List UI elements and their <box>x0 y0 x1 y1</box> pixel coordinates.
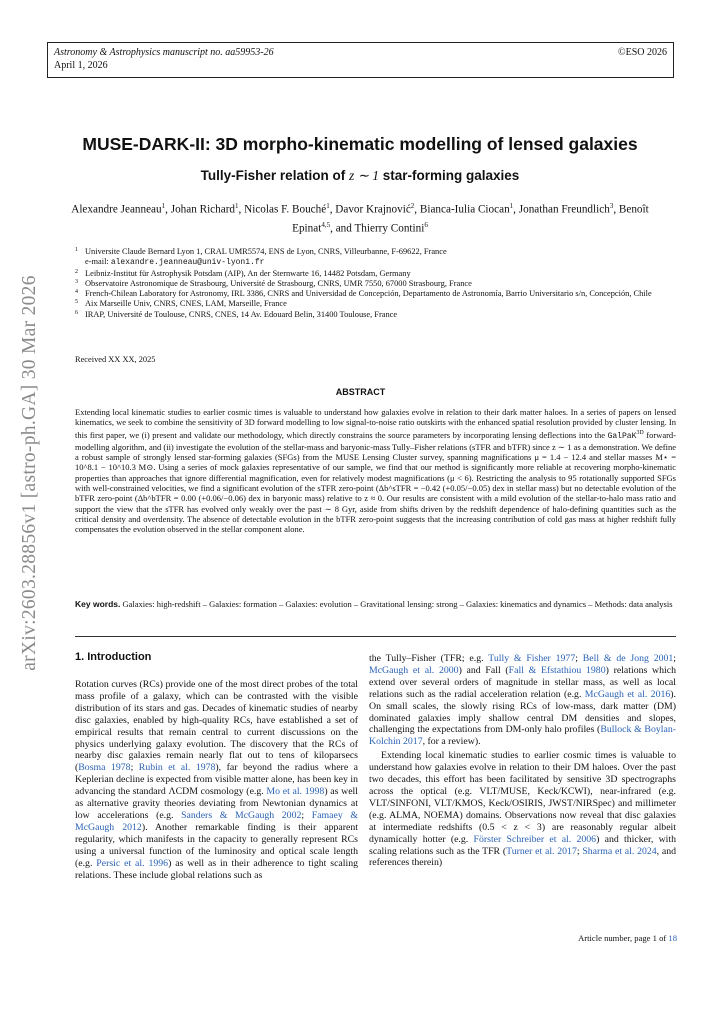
subtitle-text-b: star-forming galaxies <box>379 168 520 183</box>
intro-paragraph-1-cont: the Tully–Fisher (TFR; e.g. Tully & Fisher 1977; Bell & de Jong 2001; McGaugh et al. 2000) and Fall (Fall & Efstathiou 1980) relations which extend over several orders of magnitude in stellar mass, as well as local relations such as the radial acceleration relation (e.g. McGaugh et al. 2016). On small scales, the slowly rising RCs of low-mass, dark matter (DM) dominated galaxies imply shallow central DM densities and slopes, challenging the expectations from DM-only halo profiles (Bullock & Boylan-Kolchin 2017, for a review). <box>369 653 677 748</box>
keywords-list: Galaxies: high-redshift – Galaxies: formation – Galaxies: evolution – Gravitational lensing: strong – Galaxies: kinematics and dynamics – Methods: data analysis <box>122 599 673 609</box>
citation-link[interactable]: Rubin et al. 1978 <box>138 762 216 774</box>
citation-link[interactable]: Förster Schreiber et al. 2006 <box>473 833 597 845</box>
citation-link[interactable]: Famaey & McGaugh 2012 <box>75 809 358 833</box>
abstract-heading: ABSTRACT <box>335 387 386 397</box>
citation-link[interactable]: Tully & Fisher 1977 <box>488 653 576 664</box>
citation-link[interactable]: Bell & de Jong 2001 <box>582 653 674 664</box>
subtitle-text-a: Tully-Fisher relation of <box>200 168 349 183</box>
author-affiliation-mark: 2 <box>410 202 415 210</box>
abstract-text: Extending local kinematic studies to earlier cosmic times is valuable to understand how galaxies evolve in relation to their dark matter haloes. In a series of papers on lensed kinematics, we seek to combine the sensitivity of 3D forward modelling to low signal-to-noise ratio outskirts with the enhanced spatial resolution provided by cluster lensing. In this first paper, we (i) present and validate our methodology, which directly constrains the source parameters by incorporating lensing deflections into the GalPaK$^{3D}$ forward-modelling algorithm, and (ii) investigate the evolution of the stellar-mass and baryonic-mass Tully–Fisher relations (sTFR and bTFR) since z ∼ 1 as a demonstration. We define a robust sample of strongly lensed star-forming galaxies (SFGs) from the MUSE Lensing Cluster survey, spanning magnifications μ = 1.4 − 12.4 and stellar masses M⋆ = 10^8.1 − 10^10.3 M⊙. Using a series of mock galaxies representative of our sample, we find that our method is significantly more reliable at recovering morpho-kinematic properties than approaches that ignore differential magnification, even for relatively modest magnifications (μ < 6). Restricting the analysis to 95 rotationally supported SFGs with well-constrained velocities, we find a significant evolution of the sTFR zero-point (Δb^sTFR = −0.42 (+0.05/−0.05) dex in stellar mass) but no detectable evolution of the bTFR zero-point (Δb^bTFR = 0.00 (+0.06/−0.06) dex in baryonic mass) relative to z ≈ 0. Our results are consistent with a mild evolution of the stellar-to-halo mass ratio and support the view that the sTFR has evolved only weakly over the past ∼ 8 Gyr, aside from shifts driven by the redshift dependence of halo-defining quantities such as the critical density and overdensity. The absence of detectable evolution in the bTFR zero-point suggests that the increasing contribution of cold gas mass at higher redshift fully compensates the evolution observed in the stellar component alone. <box>75 407 677 535</box>
citation-link[interactable]: Sharma et al. 2024 <box>582 845 657 857</box>
author-affiliation-mark: 3 <box>609 202 614 210</box>
author-affiliation-mark: 1 <box>161 202 166 210</box>
author-name: Nicolas F. Bouché <box>244 203 327 216</box>
arxiv-id: arXiv:2603.28856v1 [astro-ph.GA] 30 Mar 2026 <box>19 274 40 671</box>
intro-right-column <box>369 653 676 869</box>
subtitle-math: z ∼ 1 <box>348 168 380 183</box>
author-name: Davor Krajnović <box>335 203 411 216</box>
paper-subtitle <box>40 167 680 185</box>
intro-left-column <box>75 679 358 881</box>
citation-link[interactable]: Persic et al. 1996 <box>96 857 169 869</box>
section-heading: 1. Introduction <box>75 651 152 663</box>
citation-link[interactable]: McGaugh et al. 2016 <box>584 688 671 700</box>
citation-link[interactable]: Turner et al. 2017 <box>506 845 577 857</box>
author-affiliation-mark: 1 <box>509 202 514 210</box>
author-name: Thierry Contini <box>354 222 425 235</box>
author-name: Johan Richard <box>170 203 236 216</box>
affiliation-1: 1 Universite Claude Bernard Lyon 1, CRAL UMR5574, ENS de Lyon, CNRS, Villeurbanne, F-69622, France e-mail: alexandre.jeanneau@univ-lyon1.fr <box>75 247 447 268</box>
citation-link[interactable]: Bosma 1978 <box>78 762 131 774</box>
affiliation-list <box>75 247 675 320</box>
affiliation-2: 2 Leibniz-Institut für Astrophysik Potsdam (AIP), An der Sternwarte 16, 14482 Potsdam, Germany <box>75 268 411 278</box>
citation-link[interactable]: Mo et al. 1998 <box>266 786 325 798</box>
author-list: Alexandre Jeanneau$^1$, Johan Richard$^1$, Nicolas F. Bouché$^1$, Davor Krajnović$^2$, Bianca-Iulia Ciocan$^1$, Jonathan Freundlich$^3$, Benoît Epinat$^{4,5}$, and Thierry Contini$^6$ <box>71 202 649 235</box>
author-name: Jonathan Freundlich <box>518 203 610 216</box>
manuscript-date: April 1, 2026 <box>54 60 108 71</box>
divider <box>75 636 676 637</box>
author-name: Benoît Epinat <box>292 203 649 235</box>
author-name: Alexandre Jeanneau <box>71 203 162 216</box>
citation-link[interactable]: McGaugh et al. 2000 <box>369 664 459 676</box>
manuscript-header <box>47 42 674 78</box>
intro-paragraph-2: Extending local kinematic studies to earlier cosmic times is valuable to understand how galaxies evolve in relation to their DM haloes. Over the past two decades, this effort has been facilitated by sensitive 3D spectrographs across the optical (e.g. VLT/MUSE, Keck/KCWI), near-infrared (e.g. VLT/SINFONI, VLT/KMOS, Keck/OSIRIS, JWST/NIRSpec) and millimeter (e.g. ALMA, NOEMA) domains. Observations now reveal that disc galaxies at intermediate redshifts (0.5 < z < 3) are reasonably regular albeit dynamically hotter (e.g. Förster Schreiber et al. 2006) and thicker, with scaling relations such as the TFR (Turner et al. 2017; Sharma et al. 2024, and references therein) <box>369 750 677 869</box>
citation-link[interactable]: Sanders & McGaugh 2002 <box>181 809 302 821</box>
galpak-name: GalPaK <box>607 431 637 441</box>
keywords-label: Key words. <box>75 599 121 609</box>
author-affiliation-mark: 6 <box>424 220 428 229</box>
affiliation-6: 6 IRAP, Université de Toulouse, CNRS, CNES, 14 Av. Edouard Belin, 31400 Toulouse, France <box>75 309 398 319</box>
copyright-notice: ©ESO 2026 <box>618 47 667 58</box>
page-footer: Article number, page 1 of 18 <box>578 933 677 943</box>
arxiv-stamp <box>15 265 45 680</box>
author-affiliation-mark: 1 <box>326 202 330 210</box>
citation-link[interactable]: Bullock & Boylan-Kolchin 2017 <box>369 724 676 748</box>
total-pages-link[interactable]: 18 <box>668 933 677 943</box>
author-email[interactable]: alexandre.jeanneau@univ-lyon1.fr <box>110 258 265 268</box>
author-affiliation-mark: 1 <box>235 202 239 210</box>
received-date: Received XX XX, 2025 <box>75 355 156 364</box>
citation-link[interactable]: Fall & Efstathiou 1980 <box>508 664 606 676</box>
affiliation-4: 4 French-Chilean Laboratory for Astronomy, IRL 3386, CNRS and Universidad de Concepción, Departamento de Astronomía, Barrio Universitario s/n, Concepción, Chile <box>75 289 652 299</box>
keywords <box>75 599 676 610</box>
journal-line: Astronomy & Astrophysics manuscript no. aa59953-26 <box>54 47 274 58</box>
intro-paragraph-1: Rotation curves (RCs) provide one of the most direct probes of the total mass profile of a galaxy, which can be contrasted with the visible distribution of its stars and gas. Decades of kinematic studies of nearby disc galaxies, enabled by high-quality RCs, have established a set of empirical results that remain central to current discussions on the physics underlying galaxy evolution. The discovery that the RCs of nearby disc galaxies remain nearly flat out to tens of kiloparsecs (Bosma 1978; Rubin et al. 1978), far beyond the radius where a Keplerian decline is expected from visible matter alone, has been key in advancing the standard ΛCDM cosmology (e.g. Mo et al. 1998) as well as alternative gravity theories deviating from Newtonian dynamics at low accelerations (e.g. Sanders & McGaugh 2002; Famaey & McGaugh 2012). Another remarkable finding is their apparent regularity, which manifests in the capacity to generally represent RCs using a universal function of the luminosity and optical scale length (e.g. Persic et al. 1996) as well as in their adherence to tight scaling relations. These include global relations such as <box>75 679 359 881</box>
affiliation-5: 5 Aix Marseille Univ, CNRS, CNES, LAM, Marseille, France <box>75 299 287 309</box>
paper-title: MUSE-DARK-II: 3D morpho-kinematic modelling of lensed galaxies <box>82 134 638 154</box>
author-name: Bianca-Iulia Ciocan <box>419 203 510 216</box>
affiliation-3: 3 Observatoire Astronomique de Strasbourg, Université de Strasbourg, CNRS, UMR 7550, 67000 Strasbourg, France <box>75 278 472 288</box>
author-affiliation-mark: 4,5 <box>321 220 331 229</box>
